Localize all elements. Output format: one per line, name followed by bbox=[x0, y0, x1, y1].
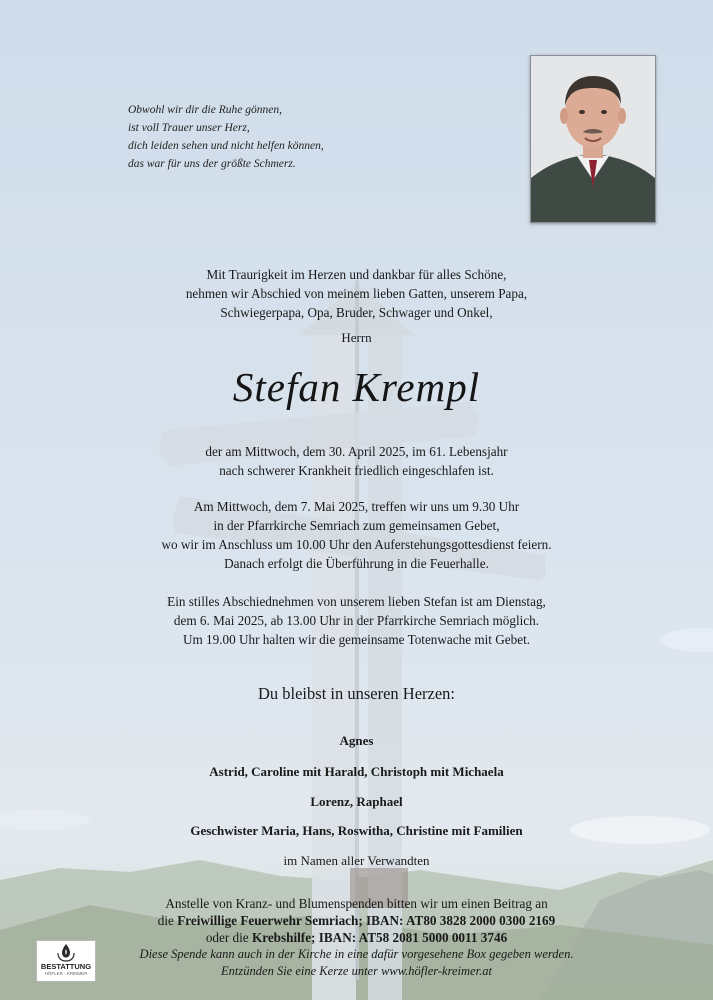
death-notice-line: nach schwerer Krankheit friedlich eingeschlafen ist. bbox=[219, 463, 494, 478]
intro-line: Mit Traurigkeit im Herzen und dankbar für alles Schöne, bbox=[206, 267, 507, 282]
donation-cancer-aid: Krebshilfe; IBAN: AT58 2081 5000 0011 3746 bbox=[251, 930, 508, 945]
mourner-grandchildren: Lorenz, Raphael bbox=[310, 794, 403, 809]
poem bbox=[128, 101, 488, 173]
portrait-image bbox=[531, 56, 655, 222]
deceased-name: Stefan Krempl bbox=[232, 364, 481, 410]
intro-line: Schwiegerpapa, Opa, Bruder, Schwager und Onkel, bbox=[220, 305, 493, 320]
death-notice-line: der am Mittwoch, dem 30. April 2025, im 61. Lebensjahr bbox=[205, 444, 508, 459]
remembrance-heading: Du bleibst in unseren Herzen: bbox=[257, 684, 456, 703]
donation-prefix: die bbox=[157, 913, 178, 928]
farewell-line: Um 19.00 Uhr halten wir die gemeinsame Totenwache mit Gebet. bbox=[182, 632, 531, 647]
farewell-info bbox=[0, 592, 713, 649]
service-line: wo wir im Anschluss um 10.00 Uhr den Auferstehungsgottesdienst feiern. bbox=[161, 537, 552, 552]
farewell-line: Ein stilles Abschiednehmen von unserem lieben Stefan ist am Dienstag, bbox=[167, 594, 546, 609]
mourner-children: Astrid, Caroline mit Harald, Christoph mit Michaela bbox=[209, 764, 504, 779]
donation-fire-brigade: Freiwillige Feuerwehr Semriach; IBAN: AT80 3828 2000 0300 2169 bbox=[177, 913, 556, 928]
mourner-spouse: Agnes bbox=[339, 733, 374, 748]
intro-text bbox=[0, 265, 713, 322]
service-line: Am Mittwoch, dem 7. Mai 2025, treffen wir uns um 9.30 Uhr bbox=[193, 499, 520, 514]
donation-info bbox=[0, 895, 713, 980]
donation-line-1 bbox=[0, 912, 713, 929]
farewell-line: dem 6. Mai 2025, ab 13.00 Uhr in der Pfarrkirche Semriach möglich. bbox=[173, 613, 540, 628]
relatives-note: im Namen aller Verwandten bbox=[283, 853, 430, 868]
donation-line-2 bbox=[0, 929, 713, 946]
poem-line: dich leiden sehen und nicht helfen können, bbox=[128, 140, 324, 152]
poem-line: das war für uns der größte Schmerz. bbox=[128, 158, 296, 170]
death-notice bbox=[0, 442, 713, 480]
service-line: in der Pfarrkirche Semriach zum gemeinsamen Gebet, bbox=[213, 518, 500, 533]
transfer-info: Danach erfolgt die Überführung in die Feuerhalle. bbox=[224, 556, 489, 571]
candle-flame-icon bbox=[37, 941, 95, 963]
mourner-siblings: Geschwister Maria, Hans, Roswitha, Christine mit Familien bbox=[190, 823, 523, 838]
candle-link[interactable]: Entzünden Sie eine Kerze unter www.höfler-kreimer.at bbox=[221, 964, 492, 978]
donation-prefix: oder die bbox=[205, 930, 252, 945]
donation-intro: Anstelle von Kranz- und Blumenspenden bitten wir um einen Beitrag an bbox=[165, 896, 548, 911]
funeral-home-logo bbox=[36, 940, 96, 982]
logo-subtitle: HÖFLER · KREIMER bbox=[44, 971, 88, 976]
salutation: Herrn bbox=[341, 330, 372, 345]
portrait-photo bbox=[530, 55, 656, 223]
intro-line: nehmen wir Abschied von meinem lieben Gatten, unserem Papa, bbox=[185, 286, 528, 301]
logo-title: BESTATTUNG bbox=[40, 962, 92, 971]
service-info bbox=[0, 497, 713, 554]
poem-line: ist voll Trauer unser Herz, bbox=[128, 122, 250, 134]
poem-line: Obwohl wir dir die Ruhe gönnen, bbox=[128, 104, 282, 116]
donation-note: Diese Spende kann auch in der Kirche in eine dafür vorgesehene Box gegeben werden. bbox=[139, 947, 574, 961]
